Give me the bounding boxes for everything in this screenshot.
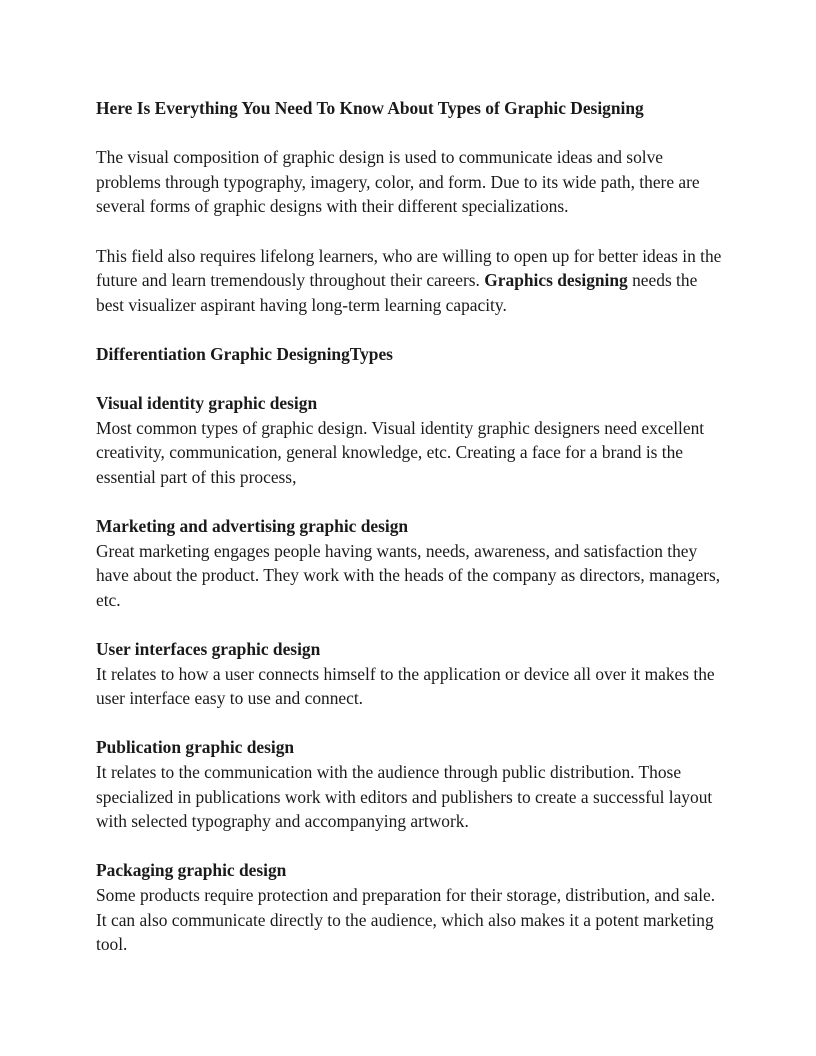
section-publication xyxy=(96,735,726,833)
section-heading: Packaging graphic design xyxy=(96,860,287,881)
section-body: It relates to how a user connects himself to the application or device all over it makes the user interface easy to use and connect. xyxy=(96,663,715,709)
section-marketing-advertising xyxy=(96,514,726,612)
section-heading: User interfaces graphic design xyxy=(96,639,321,660)
learners-paragraph xyxy=(96,244,726,318)
section-packaging xyxy=(96,858,726,956)
section-heading: Visual identity graphic design xyxy=(96,393,318,414)
section-heading: Publication graphic design xyxy=(96,737,295,758)
types-section-heading: Differentiation Graphic DesigningTypes xyxy=(96,343,393,364)
section-visual-identity xyxy=(96,391,726,489)
section-body: It relates to the communication with the audience through public distribution. Those specialized in publications work with editors and publishers to create a successful layout with selected typography and accompanying artwork. xyxy=(96,762,713,832)
document-title: Here Is Everything You Need To Know About Types of Graphic Designing xyxy=(96,98,644,118)
intro-paragraph: The visual composition of graphic design is used to communicate ideas and solve problems through typography, imagery, color, and form. Due to its wide path, there are several forms of graphic designs with their different specializations. xyxy=(96,147,700,217)
document-page xyxy=(96,96,726,957)
section-body: Some products require protection and preparation for their storage, distribution, and sale. It can also communicate directly to the audience, which also makes it a potent marketing tool. xyxy=(96,885,716,955)
learners-paragraph-tail: needs the best visualizer aspirant having long-term learning capacity. xyxy=(96,270,698,315)
graphics-designing-emphasis: Graphics designing xyxy=(484,270,628,291)
section-body: Most common types of graphic design. Visual identity graphic designers need excellent creativity, communication, general knowledge, etc. Creating a face for a brand is the essential part of this process, xyxy=(96,417,705,487)
learners-paragraph-text: This field also requires lifelong learners, who are willing to open up for better ideas in the future and learn tremendously throughout their careers. xyxy=(96,245,722,291)
section-heading: Marketing and advertising graphic design xyxy=(96,516,409,537)
section-user-interfaces xyxy=(96,637,726,711)
section-body: Great marketing engages people having wants, needs, awareness, and satisfaction they have about the product. They work with the heads of the company as directors, managers, etc. xyxy=(96,540,721,610)
